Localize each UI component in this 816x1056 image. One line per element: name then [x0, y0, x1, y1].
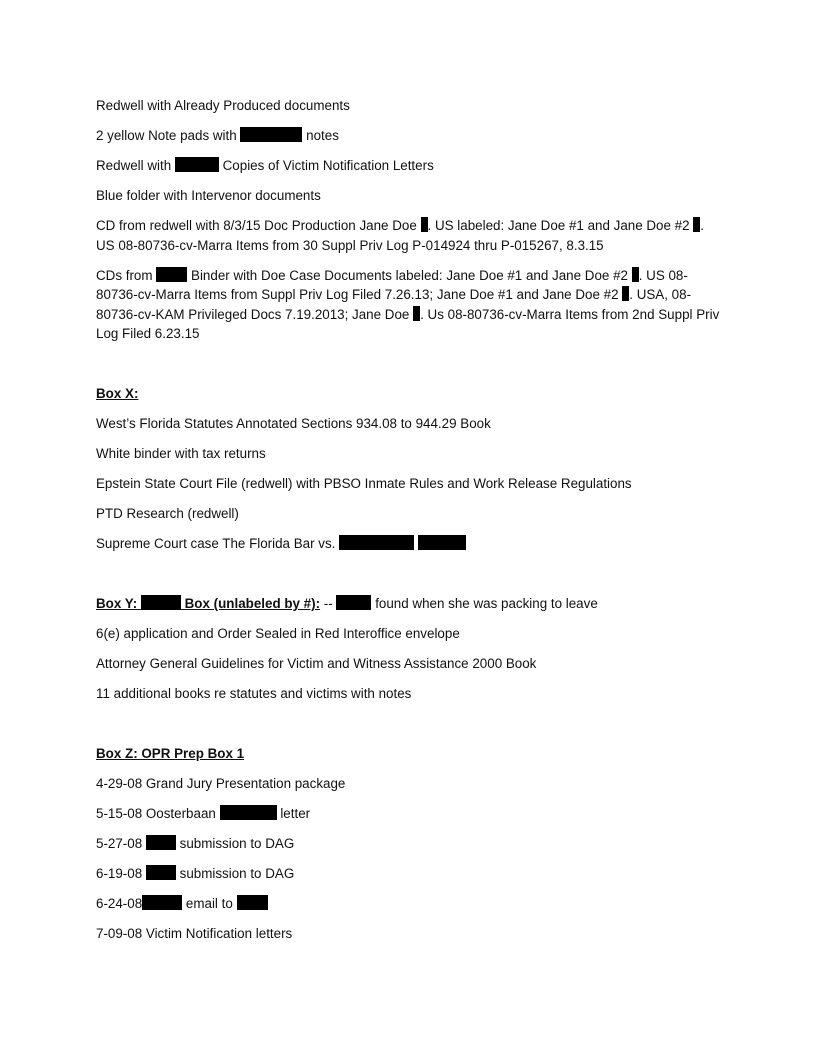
- list-item: [96, 156, 720, 176]
- item-text: . US 08-80736-cv-Marra Items from 30 Suppl Priv Log P-014924 thru P-015267, 8.3.15: [96, 218, 705, 253]
- list-item: Epstein State Court File (redwell) with PBSO Inmate Rules and Work Release Regulations: [96, 476, 632, 491]
- item-text: 6-19-08: [96, 866, 143, 881]
- spacer: [96, 714, 720, 744]
- item-text: 5-15-08 Oosterbaan: [96, 806, 216, 821]
- heading-text: Box Y:: [96, 596, 138, 611]
- item-text: . US 08-80736-cv-Marra Items from Suppl Priv Log Filed 7.26.13; Jane Doe #1 and Jane Doe #2: [96, 267, 688, 302]
- item-text: Blue folder with Intervenor documents: [96, 188, 321, 203]
- list-item: [96, 834, 720, 854]
- item-text: 6-24-08: [96, 896, 143, 911]
- section-heading-box-z: Box Z: OPR Prep Box 1: [96, 746, 245, 761]
- redaction-block: [418, 535, 466, 550]
- item-text: CDs from: [96, 267, 153, 283]
- item-text: notes: [306, 128, 339, 143]
- list-item: [96, 864, 720, 884]
- item-text: 2 yellow Note pads with: [96, 128, 237, 143]
- item-text: Redwell with: [96, 158, 172, 173]
- spacer: [96, 354, 720, 384]
- item-text: CD from redwell with 8/3/15 Doc Production Jane Doe: [96, 218, 417, 233]
- list-item: White binder with tax returns: [96, 446, 266, 461]
- item-text: submission to DAG: [179, 836, 295, 851]
- item-text: . Us 08-80736-cv-Marra Items from 2nd Suppl Priv Log Filed 6.23.15: [96, 306, 720, 341]
- list-item: [96, 894, 720, 914]
- item-text: Binder with Doe Case Documents labeled: Jane Doe #1 and Jane Doe #2: [191, 267, 628, 283]
- redaction-block: [175, 157, 219, 172]
- item-text: 5-27-08: [96, 836, 143, 851]
- spacer: [96, 564, 720, 594]
- item-text: Supreme Court case The Florida Bar vs.: [96, 536, 336, 551]
- item-text: Copies of Victim Notification Letters: [222, 158, 434, 173]
- redaction-block: [156, 267, 187, 282]
- section-heading-box-x: Box X:: [96, 386, 139, 401]
- item-text: . US labeled: Jane Doe #1 and Jane Doe #2: [427, 218, 690, 233]
- redaction-block: [146, 835, 176, 850]
- list-item: PTD Research (redwell): [96, 506, 239, 521]
- list-item: [96, 804, 720, 824]
- list-item: [96, 186, 720, 206]
- section-heading-box-y: [96, 594, 720, 614]
- item-text: letter: [280, 806, 311, 821]
- list-item: [96, 216, 720, 255]
- redaction-block: [421, 217, 428, 232]
- list-item: 6(e) application and Order Sealed in Red Interoffice envelope: [96, 626, 460, 641]
- heading-text: Box (unlabeled by #):: [184, 596, 321, 611]
- list-item: [96, 126, 720, 146]
- redaction-block: [237, 895, 268, 910]
- redaction-block: [339, 535, 414, 550]
- item-text: email to: [185, 896, 233, 911]
- list-item: [96, 534, 720, 554]
- item-text: . USA, 08-80736-cv-KAM Privileged Docs 7.19.2013; Jane Doe: [96, 287, 692, 322]
- list-item: [96, 266, 720, 344]
- document-page: [96, 96, 720, 954]
- item-text: --: [323, 596, 333, 611]
- redaction-block: [632, 267, 639, 282]
- redaction-block: [141, 595, 181, 610]
- redaction-block: [220, 805, 277, 820]
- list-item: [96, 96, 720, 116]
- item-text: Redwell with Already Produced documents: [96, 98, 350, 113]
- list-item: Attorney General Guidelines for Victim and Witness Assistance 2000 Book: [96, 656, 537, 671]
- item-text: found when she was packing to leave: [375, 596, 598, 611]
- list-item: 7-09-08 Victim Notification letters: [96, 926, 293, 941]
- item-text: submission to DAG: [179, 866, 295, 881]
- list-item: 4-29-08 Grand Jury Presentation package: [96, 776, 346, 791]
- redaction-block: [240, 127, 302, 142]
- redaction-block: [146, 865, 176, 880]
- list-item: 11 additional books re statutes and victims with notes: [96, 686, 412, 701]
- redaction-block: [336, 595, 371, 610]
- list-item: West’s Florida Statutes Annotated Sections 934.08 to 944.29 Book: [96, 416, 491, 431]
- redaction-block: [142, 895, 182, 910]
